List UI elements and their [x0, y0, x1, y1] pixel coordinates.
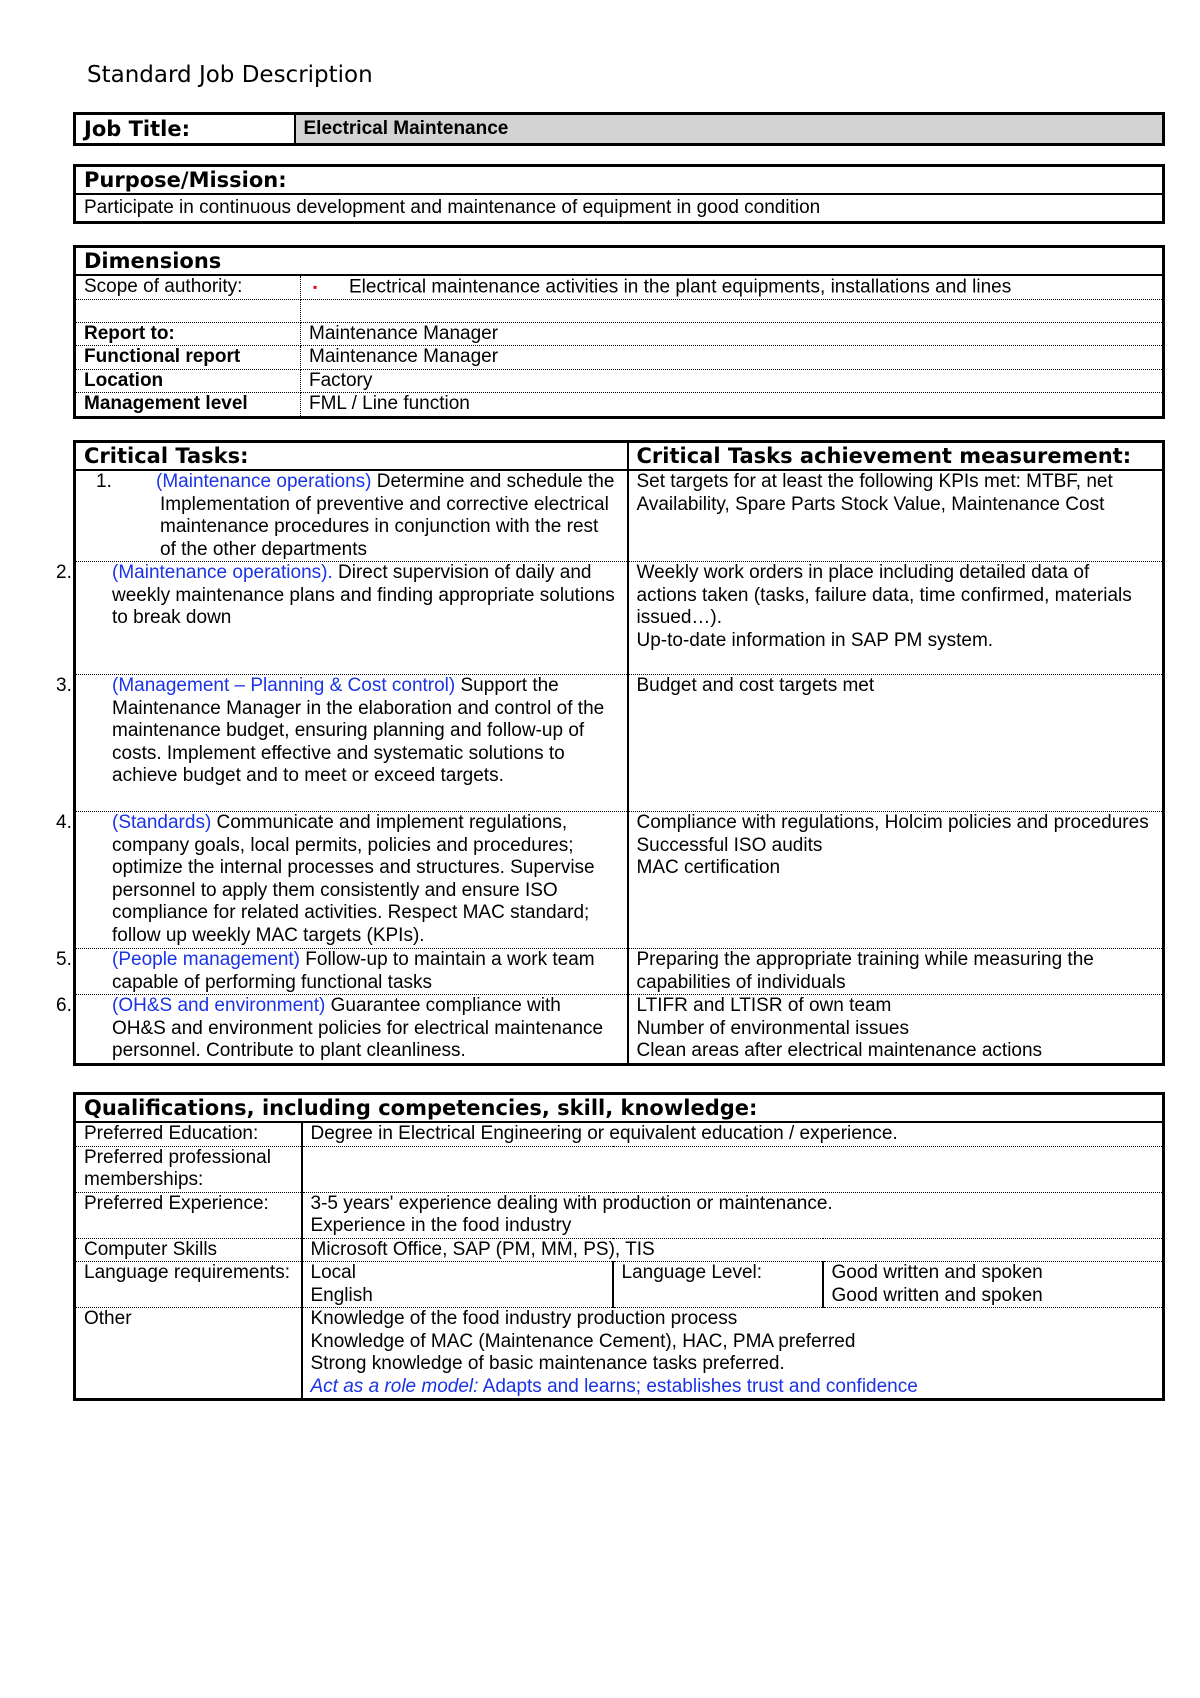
role-model-label: Act as a role model: [310, 1375, 479, 1397]
measurement-header: Critical Tasks achievement measurement: [628, 442, 1164, 471]
critical-tasks-table [56, 440, 1165, 1066]
task-text: Direct supervision of daily and weekly maintenance plans and finding appropriate solutions to break down [112, 562, 615, 628]
other-line: Knowledge of the food industry production process [310, 1308, 738, 1329]
measure-line: Budget and cost targets met [636, 675, 875, 696]
memberships-value [302, 1146, 1164, 1192]
task-text: Support the Maintenance Manager in the elaboration and control of the maintenance budget, ensuring planning and follow-up of costs. Implement effective and systematic solutions to achieve budget and to meet or exceed targets. [112, 675, 605, 786]
experience-line: 3-5 years' experience dealing with production or maintenance. [310, 1192, 833, 1214]
scope-value: Electrical maintenance activities in the plant equipments, installations and lines [349, 276, 1012, 298]
other-line: Strong knowledge of basic maintenance tasks preferred. [310, 1353, 785, 1374]
critical-tasks-header: Critical Tasks: [75, 442, 628, 471]
experience-label: Preferred Experience: [75, 1192, 302, 1238]
task-text: Guarantee compliance with OH&S and environment policies for electrical maintenance personnel. Contribute to plant cleanliness. [112, 995, 604, 1061]
other-value [302, 1308, 1164, 1400]
other-label: Other [75, 1308, 302, 1400]
report-to-label: Report to: [75, 322, 301, 346]
blank-cell [301, 299, 1164, 322]
task-text: Communicate and implement regulations, company goals, local permits, policies and procedures; optimize the internal processes and structures. Supervise personnel to apply them consistently and ensure ISO compliance for related activities. Respect MAC standard; follow up weekly MAC targets (KPIs). [112, 812, 595, 946]
blank-cell [75, 299, 301, 322]
task-number: 6. [56, 995, 72, 1016]
qualifications-table [73, 1092, 1165, 1401]
task-cell [56, 562, 628, 675]
task-category: (OH&S and environment) [112, 995, 326, 1016]
functional-report-value: Maintenance Manager [301, 346, 1164, 370]
functional-report-label: Functional report [75, 346, 301, 370]
task-cell [56, 812, 628, 949]
location-value: Factory [301, 369, 1164, 393]
task-number: 3. [56, 675, 72, 696]
measure-line: Up-to-date information in SAP PM system. [636, 629, 994, 651]
language-english: English [310, 1284, 373, 1306]
job-title-label: Job Title: [75, 114, 295, 145]
role-model-line [311, 1376, 1155, 1399]
report-to-value: Maintenance Manager [301, 322, 1164, 346]
job-title-table [73, 112, 1165, 146]
task-text: Follow-up to maintain a work team capable of performing functional tasks [112, 949, 595, 993]
task-number: 2. [56, 562, 72, 583]
document-title: Standard Job Description [87, 62, 373, 88]
measure-line: Weekly work orders in place including detailed data of actions taken (tasks, failure data, time confirmed, materials issued…). [636, 562, 1132, 628]
task-category: (Maintenance operations) [156, 471, 372, 492]
purpose-text: Participate in continuous development and maintenance of equipment in good condition [84, 197, 821, 218]
measure-line: Preparing the appropriate training while measuring the capabilities of individuals [636, 949, 1094, 993]
scope-label: Scope of authority: [75, 275, 301, 299]
languages-cell [302, 1262, 613, 1308]
task-category: (Maintenance operations). [112, 562, 333, 583]
scope-value-cell [301, 275, 1164, 299]
job-title-value: Electrical Maintenance [295, 114, 1164, 145]
role-model-text: Adapts and learns; establishes trust and confidence [478, 1375, 918, 1397]
measure-line: Set targets for at least the following KPIs met: MTBF, net Availability, Spare Parts Stock Value, Maintenance Cost [636, 471, 1113, 515]
location-label: Location [75, 369, 301, 393]
task-text: Determine and schedule the Implementation of preventive and corrective electrical maintenance procedures in conjunction with the rest of the other departments [160, 471, 615, 560]
computer-value: Microsoft Office, SAP (PM, MM, PS), TIS [302, 1238, 1164, 1262]
language-level-label: Language Level: [613, 1262, 823, 1308]
measure-line: Successful ISO audits [636, 834, 823, 856]
experience-value [302, 1192, 1164, 1238]
language-level: Good written and spoken [831, 1284, 1043, 1306]
task-category: (Standards) [112, 812, 212, 833]
measure-cell [628, 562, 1164, 675]
experience-line: Experience in the food industry [310, 1215, 572, 1236]
task-number: 1. [96, 471, 112, 492]
language-label: Language requirements: [75, 1262, 302, 1308]
task-cell [56, 949, 628, 995]
task-cell [56, 995, 628, 1065]
task-category: (People management) [112, 949, 300, 970]
language-level: Good written and spoken [831, 1262, 1043, 1283]
measure-cell [628, 995, 1164, 1065]
measure-cell [628, 470, 1164, 562]
management-level-value: FML / Line function [309, 393, 470, 415]
dimensions-table [73, 245, 1165, 419]
task-cell [75, 470, 628, 562]
task-number: 5. [56, 949, 72, 970]
measure-line: Clean areas after electrical maintenance actions [636, 1040, 1043, 1061]
memberships-label: Preferred professional memberships: [75, 1146, 302, 1192]
measure-line: LTIFR and LTISR of own team [636, 995, 892, 1016]
management-level-label: Management level [75, 393, 301, 418]
other-line: Knowledge of MAC (Maintenance Cement), HAC, PMA preferred [310, 1330, 856, 1352]
measure-line: Compliance with regulations, Holcim policies and procedures [636, 812, 1149, 833]
computer-label: Computer Skills [75, 1238, 302, 1262]
measure-cell [628, 675, 1164, 812]
bullet-icon: ▪ [313, 280, 318, 294]
purpose-table [73, 164, 1165, 224]
task-number: 4. [56, 812, 72, 833]
language-levels-cell [823, 1262, 1164, 1308]
measure-line: MAC certification [636, 857, 781, 878]
measure-line: Number of environmental issues [636, 1017, 909, 1039]
dimensions-label: Dimensions [75, 247, 1164, 276]
measure-cell [628, 949, 1164, 995]
task-cell [56, 675, 628, 812]
education-value: Degree in Electrical Engineering or equivalent education / experience. [302, 1122, 1164, 1146]
purpose-label: Purpose/Mission: [75, 166, 1164, 195]
qualifications-header: Qualifications, including competencies, skill, knowledge: [75, 1094, 1164, 1123]
language-local: Local [310, 1262, 356, 1283]
measure-cell [628, 812, 1164, 949]
education-label: Preferred Education: [75, 1122, 302, 1146]
task-category: (Management – Planning & Cost control) [112, 675, 456, 696]
